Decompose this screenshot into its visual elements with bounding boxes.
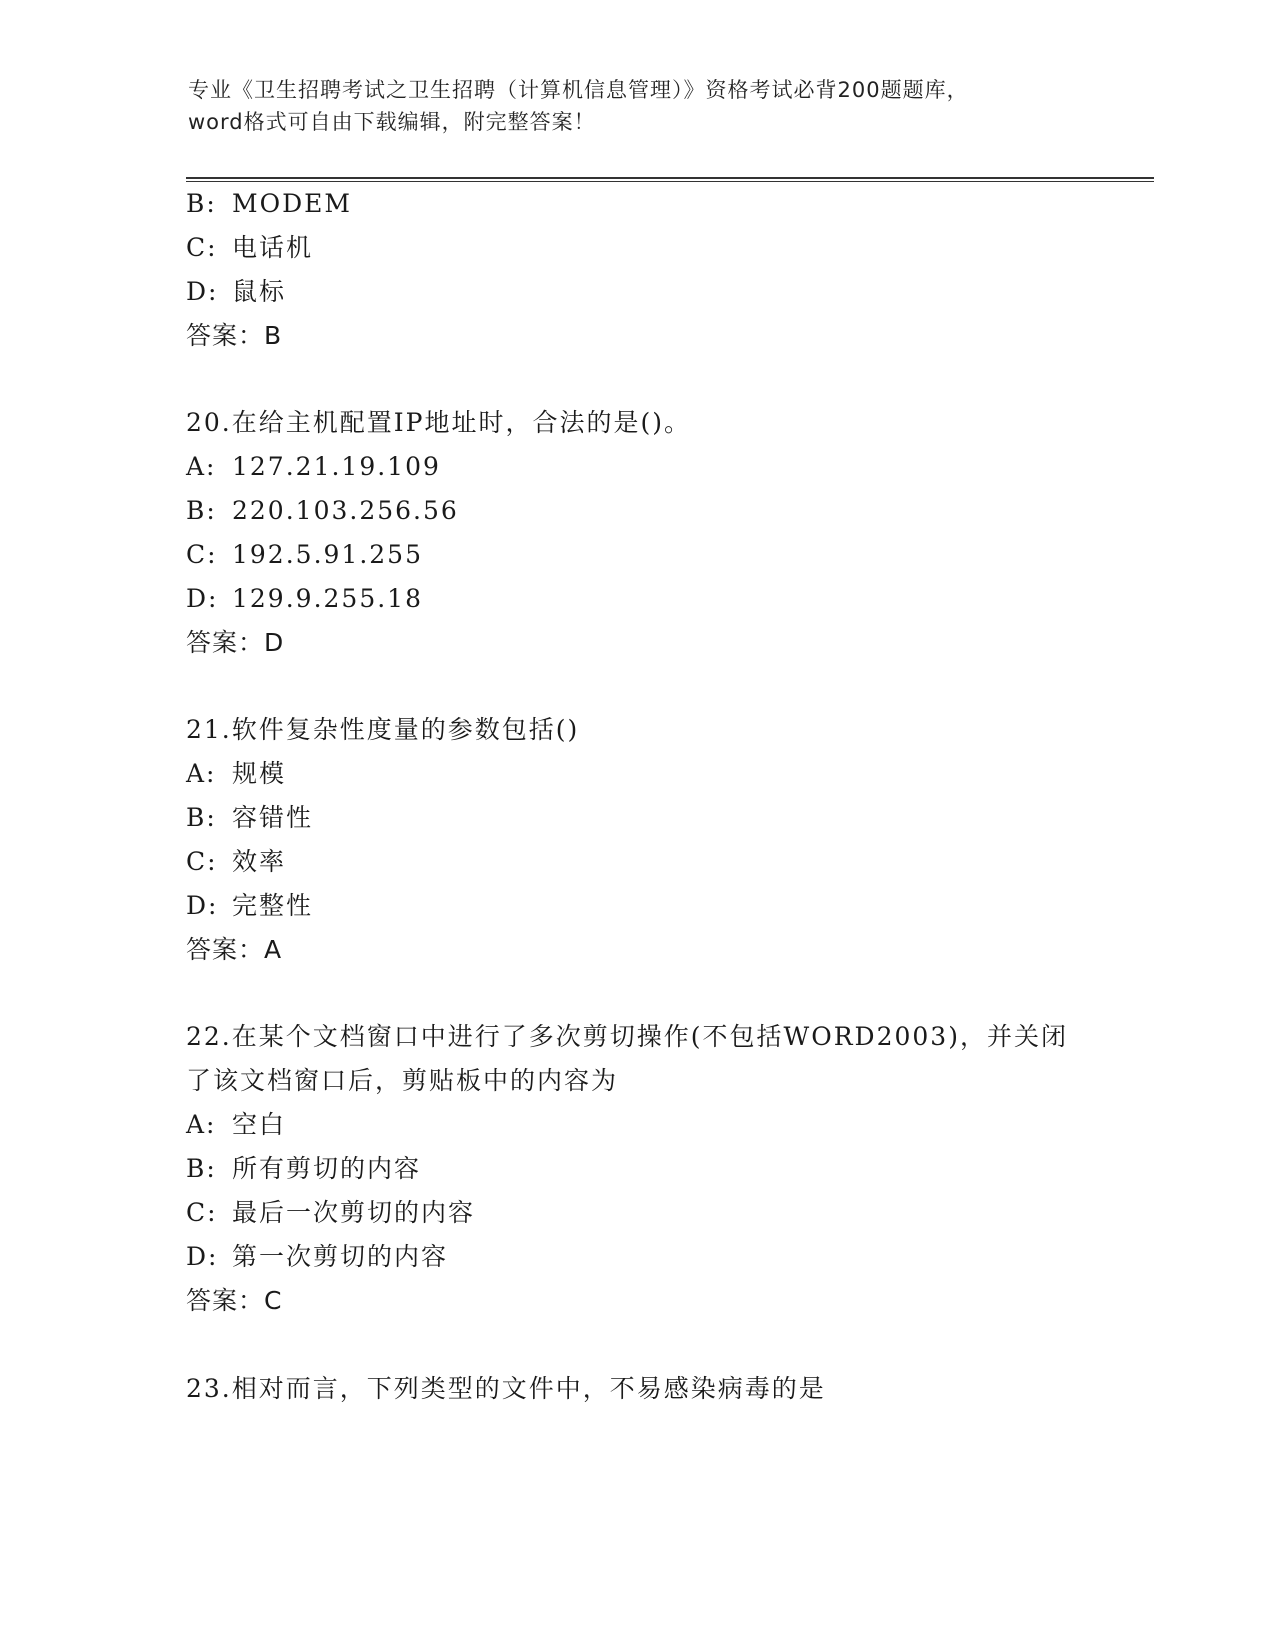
option-key: C: bbox=[186, 847, 218, 876]
option-text: 完整性 bbox=[232, 891, 314, 920]
option-text: 最后一次剪切的内容 bbox=[232, 1198, 476, 1227]
option-text: 效率 bbox=[232, 847, 287, 876]
option-key: C: bbox=[186, 1198, 218, 1227]
q21-option-b bbox=[186, 800, 313, 836]
q20-answer: 答案：D bbox=[186, 628, 285, 657]
option-key: B: bbox=[186, 496, 217, 525]
option-key: B: bbox=[186, 1154, 217, 1183]
option-text: MODEM bbox=[232, 189, 352, 218]
option-key: A: bbox=[186, 759, 217, 788]
q19-option-d bbox=[186, 274, 286, 310]
q20-option-b bbox=[186, 493, 459, 529]
header-line-1: 专业《卫生招聘考试之卫生招聘（计算机信息管理）》资格考试必背200题题库， bbox=[188, 78, 969, 102]
header-line-2: word格式可自由下载编辑，附完整答案！ bbox=[188, 110, 596, 134]
q22-option-c bbox=[186, 1195, 475, 1231]
option-key: D: bbox=[186, 1242, 219, 1271]
q21-option-c bbox=[186, 844, 286, 880]
q22-option-b bbox=[186, 1151, 421, 1187]
q19-option-b bbox=[186, 186, 352, 222]
option-text: 鼠标 bbox=[232, 277, 287, 306]
option-key: D: bbox=[186, 584, 219, 613]
q20-option-a bbox=[186, 449, 441, 485]
option-text: 220.103.256.56 bbox=[232, 496, 459, 525]
q21-answer: 答案：A bbox=[186, 935, 283, 964]
option-text: 129.9.255.18 bbox=[232, 584, 423, 613]
option-key: C: bbox=[186, 233, 218, 262]
q22-stem-line-1: 22.在某个文档窗口中进行了多次剪切操作(不包括WORD2003)，并关闭 bbox=[186, 1022, 1068, 1051]
q20-option-c bbox=[186, 537, 423, 573]
option-text: 第一次剪切的内容 bbox=[232, 1242, 449, 1271]
option-key: B: bbox=[186, 189, 217, 218]
q22-option-d bbox=[186, 1239, 448, 1275]
option-text: 127.21.19.109 bbox=[232, 452, 441, 481]
q19-answer: 答案：B bbox=[186, 321, 283, 350]
q21-option-a bbox=[186, 756, 286, 792]
option-key: A: bbox=[186, 452, 217, 481]
document-header bbox=[188, 74, 1088, 138]
header-divider bbox=[186, 177, 1154, 182]
option-key: A: bbox=[186, 1110, 217, 1139]
q20-stem: 20.在给主机配置IP地址时，合法的是()。 bbox=[186, 408, 691, 437]
q23-stem: 23.相对而言，下列类型的文件中，不易感染病毒的是 bbox=[186, 1374, 826, 1403]
q21-option-d bbox=[186, 888, 313, 924]
q19-option-c bbox=[186, 230, 313, 266]
option-key: D: bbox=[186, 891, 219, 920]
option-text: 规模 bbox=[232, 759, 287, 788]
option-text: 所有剪切的内容 bbox=[232, 1154, 422, 1183]
q22-answer: 答案：C bbox=[186, 1286, 283, 1315]
option-text: 电话机 bbox=[232, 233, 314, 262]
option-key: B: bbox=[186, 803, 217, 832]
q22-stem-line-2: 了该文档窗口后，剪贴板中的内容为 bbox=[186, 1066, 619, 1095]
q20-option-d bbox=[186, 581, 423, 617]
option-key: D: bbox=[186, 277, 219, 306]
option-text: 容错性 bbox=[232, 803, 314, 832]
q22-option-a bbox=[186, 1107, 286, 1143]
q21-stem: 21.软件复杂性度量的参数包括() bbox=[186, 715, 580, 744]
option-key: C: bbox=[186, 540, 218, 569]
option-text: 空白 bbox=[232, 1110, 287, 1139]
option-text: 192.5.91.255 bbox=[232, 540, 423, 569]
